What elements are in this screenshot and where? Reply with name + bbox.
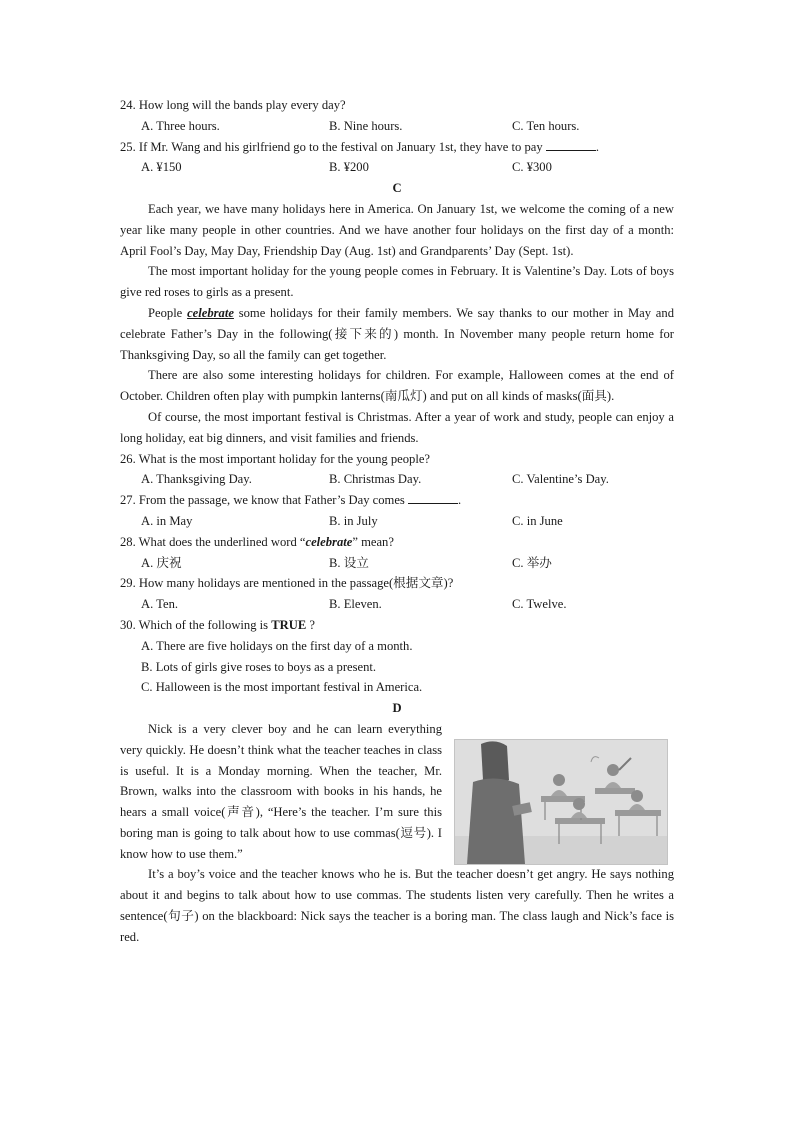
option-c: C. in June: [512, 513, 563, 528]
question-28-end: ” mean?: [352, 534, 394, 549]
paragraph-3-start: People: [148, 305, 188, 320]
options-29: [120, 594, 674, 615]
question-27: [120, 490, 674, 511]
classroom-drawing: [455, 740, 667, 864]
options-26: [120, 469, 674, 490]
content: [120, 95, 674, 948]
options-27: [120, 511, 674, 532]
option-b: B. in July: [329, 513, 378, 528]
question-24: 24. How long will the bands play every day?: [120, 98, 346, 112]
option-a: A. in May: [141, 513, 193, 528]
question-27-end: .: [457, 493, 462, 508]
question-25-text: 25. If Mr. Wang and his girlfriend go to the festival on January 1st, they have to pay: [120, 139, 543, 154]
answer-blank: [408, 491, 458, 504]
option-c: C. Halloween is the most important festival in America.: [141, 680, 423, 695]
option-a: A. 庆祝: [141, 555, 182, 570]
option-a: A. Three hours.: [141, 118, 220, 133]
option-c: C. 举办: [512, 555, 552, 570]
passage-c-paragraph-4: There are also some interesting holidays for children. For example, Halloween comes at the end of October. Children often play with pumpkin lanterns(南瓜灯) and put on all kinds of masks(面具).: [120, 368, 674, 404]
passage-c-paragraph-3: [120, 303, 674, 365]
option-c: C. ¥300: [512, 160, 552, 175]
underlined-word-celebrate: celebrate: [187, 305, 234, 320]
option-a: A. Ten.: [141, 597, 179, 612]
option-c: C. Valentine’s Day.: [512, 472, 609, 487]
question-29: 29. How many holidays are mentioned in the passage(根据文章)?: [120, 576, 454, 591]
question-26: 26. What is the most important holiday for the young people?: [120, 451, 431, 466]
answer-blank: [546, 138, 596, 151]
options-25: [120, 157, 674, 178]
section-c-heading: C: [392, 181, 402, 196]
option-b: B. 设立: [329, 555, 369, 570]
question-25-end: .: [595, 139, 599, 154]
option-a: A. ¥150: [141, 160, 182, 175]
question-28-word: celebrate: [305, 534, 353, 549]
option-a: A. There are five holidays on the first day of a month.: [141, 638, 413, 653]
passage-d-paragraph-1: Nick is a very clever boy and he can learn everything very quickly. He doesn’t think what the teacher teaches in class is useful. It is a Monday morning. When the teacher, Mr. Brown, walks into the classroom with books in his hands, he hears a small voice(声音), “Here’s the teacher. I’m sure this boring man is going to talk about how to use commas(逗号). I know how to use them.”: [120, 721, 442, 861]
option-b: B. Eleven.: [329, 597, 382, 612]
classroom-illustration: [454, 739, 668, 865]
option-c: C. Ten hours.: [512, 118, 580, 133]
question-30-text: 30. Which of the following is: [120, 617, 272, 632]
question-30-true: TRUE: [271, 617, 307, 632]
question-27-text: 27. From the passage, we know that Father’s Day comes: [120, 493, 405, 508]
passage-c-paragraph-1: Each year, we have many holidays here in America. On January 1st, we welcome the coming of a new year like many people in other countries. And we have another four holidays on the first day of a month: April Fool’s Day, May Day, Friendship Day (Aug. 1st) and Grandparents’ Day (Sept. 1st).: [120, 201, 674, 258]
question-30: [120, 615, 674, 636]
question-30-end: ?: [306, 617, 315, 632]
question-28: [120, 532, 674, 553]
option-c: C. Twelve.: [512, 597, 567, 612]
options-24: [120, 116, 674, 137]
section-d-heading: D: [392, 701, 402, 716]
option-a: A. Thanksgiving Day.: [141, 472, 252, 487]
question-28-text: 28. What does the underlined word “: [120, 534, 306, 549]
paragraph-3-rest: some holidays for their family members. We say thanks to our mother in May and celebrate Father’s Day in the following(接下来的) month. In November many people return home for Thanksgiving Day, so all the family can get together.: [120, 305, 674, 362]
passage-c-paragraph-5: Of course, the most important festival is Christmas. After a year of work and study, people can enjoy a long holiday, eat big dinners, and visit families and friends.: [120, 409, 674, 445]
option-b: B. Nine hours.: [329, 118, 403, 133]
option-b: B. Christmas Day.: [329, 472, 422, 487]
passage-d-block: [120, 719, 674, 865]
question-25: [120, 137, 674, 158]
options-28: [120, 553, 674, 574]
passage-c-paragraph-2: The most important holiday for the young people comes in February. It is Valentine’s Day. Lots of boys give red roses to girls as a present.: [120, 264, 674, 300]
option-b: B. ¥200: [329, 160, 369, 175]
passage-d-paragraph-2: It’s a boy’s voice and the teacher knows who he is. But the teacher doesn’t get angry. He says nothing about it and begins to talk about how to use commas. The students listen very carefully. Then he writes a sentence(句子) on the blackboard: Nick says the teacher is a boring man. The class laugh and Nick’s face is red.: [120, 867, 674, 944]
option-b: B. Lots of girls give roses to boys as a present.: [141, 659, 377, 674]
